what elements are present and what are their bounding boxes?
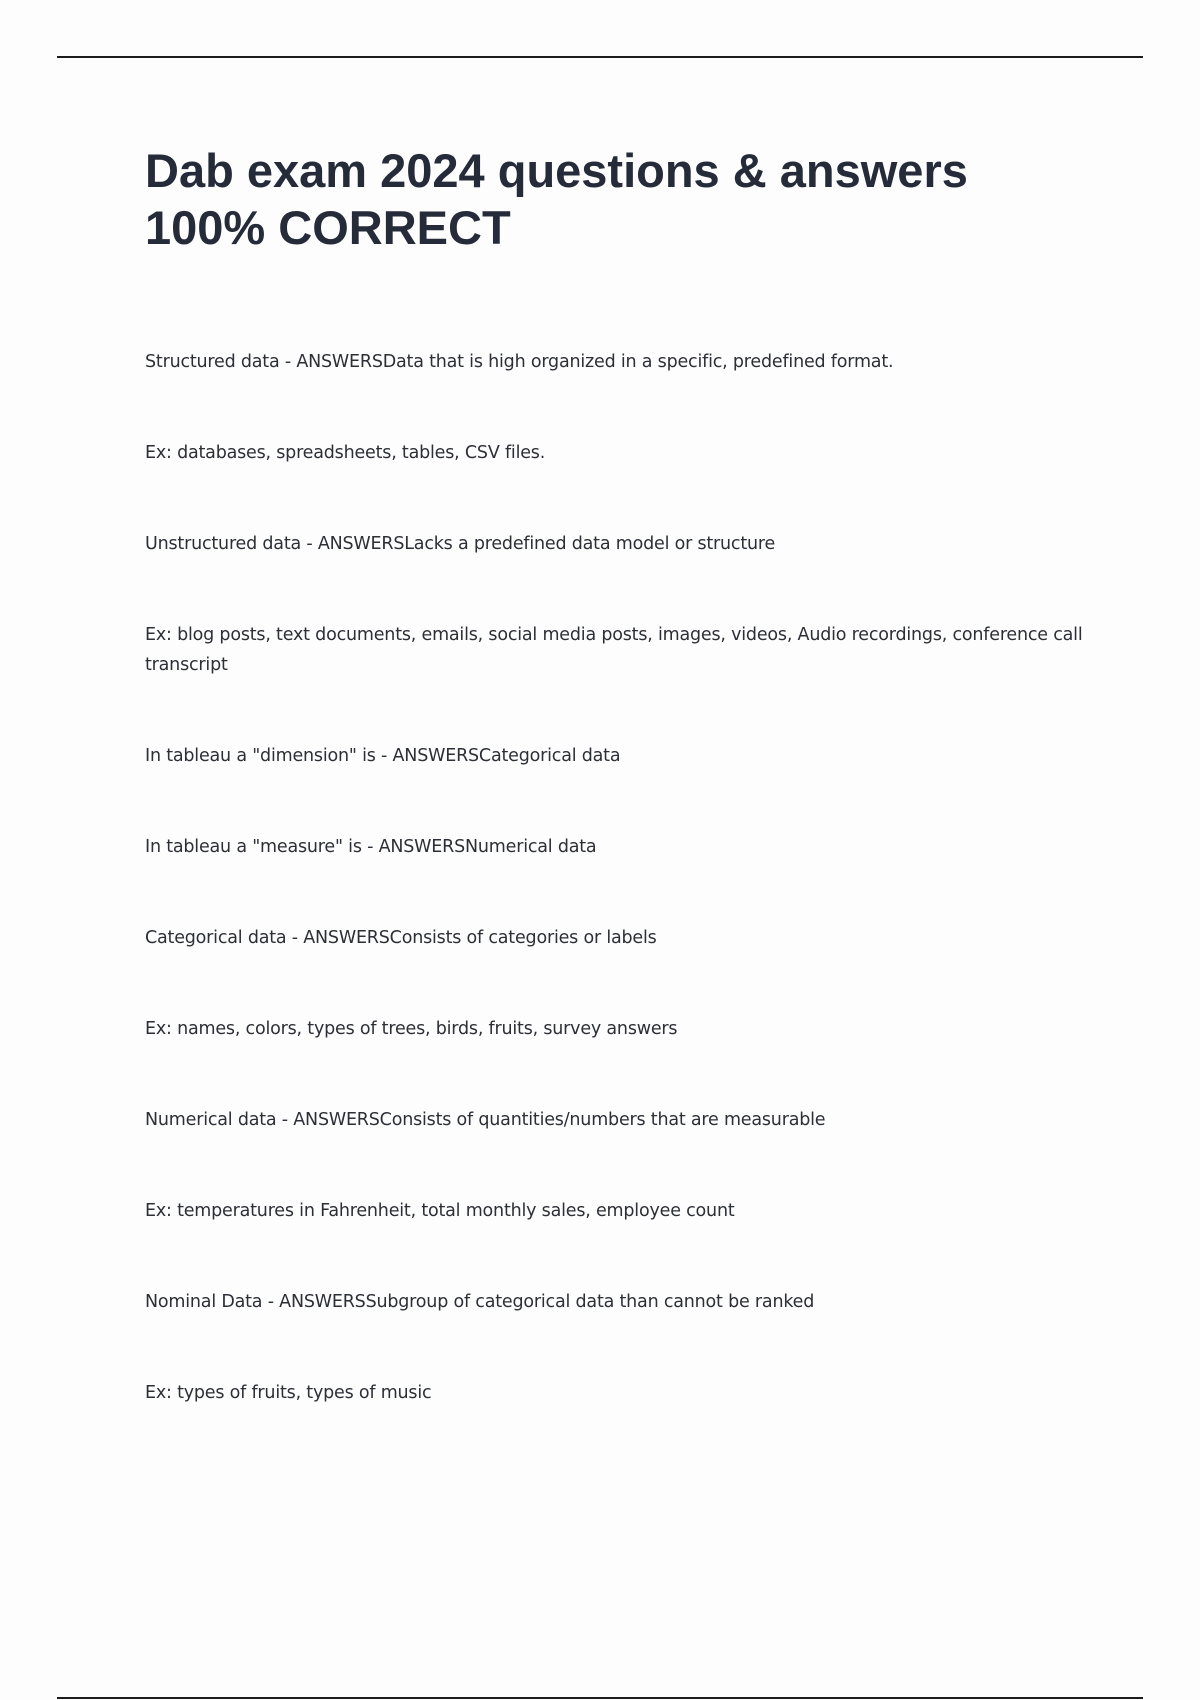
qa-item: Ex: databases, spreadsheets, tables, CSV files. — [145, 443, 546, 463]
qa-item: Ex: temperatures in Fahrenheit, total monthly sales, employee count — [145, 1201, 735, 1221]
qa-item: Numerical data - ANSWERSConsists of quantities/numbers that are measurable — [145, 1110, 826, 1130]
qa-item: Unstructured data - ANSWERSLacks a predefined data model or structure — [145, 534, 776, 554]
qa-item: Nominal Data - ANSWERSSubgroup of categorical data than cannot be ranked — [145, 1292, 815, 1312]
qa-item: Categorical data - ANSWERSConsists of categories or labels — [145, 928, 657, 948]
qa-item: Ex: names, colors, types of trees, birds, fruits, survey answers — [145, 1019, 678, 1039]
header-rule — [57, 56, 1143, 58]
qa-list — [145, 347, 1085, 1469]
qa-item: Structured data - ANSWERSData that is high organized in a specific, predefined format. — [145, 352, 894, 372]
qa-item: Ex: types of fruits, types of music — [145, 1383, 432, 1403]
qa-item: In tableau a "dimension" is - ANSWERSCategorical data — [145, 746, 621, 766]
qa-item: Ex: blog posts, text documents, emails, social media posts, images, videos, Audio recordings, conference call transcript — [145, 625, 1083, 675]
qa-item: In tableau a "measure" is - ANSWERSNumerical data — [145, 837, 597, 857]
footer-rule — [57, 1697, 1143, 1699]
document-title: Dab exam 2024 questions & answers 100% CORRECT — [145, 144, 968, 254]
